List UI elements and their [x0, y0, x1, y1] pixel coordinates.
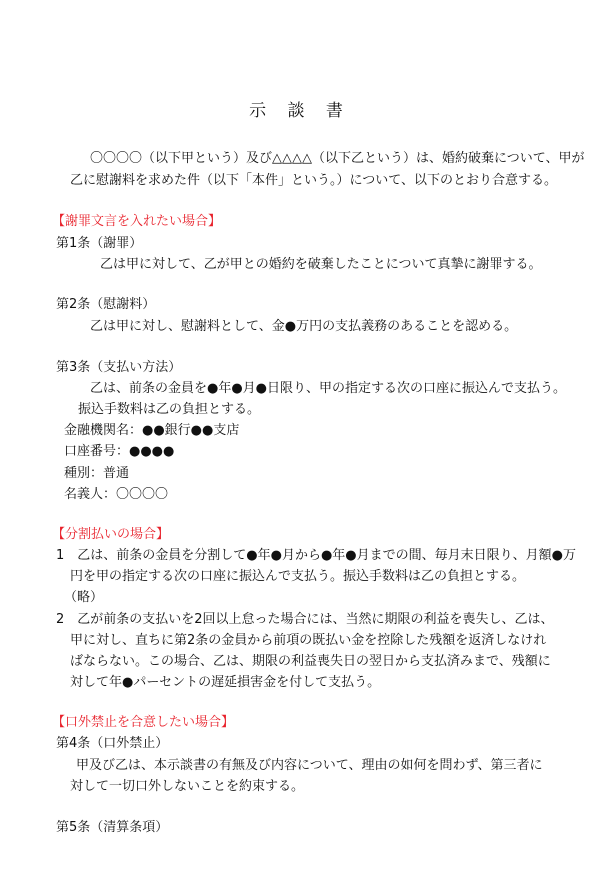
- confidential-note: 【口外禁止を合意したい場合】: [52, 715, 235, 730]
- article-4-body-1: 甲及び乙は、本示談書の有無及び内容について、理由の如何を問わず、第三者に: [76, 758, 543, 773]
- intro-line-2: 乙に慰謝料を求めた件（以下「本件」という。）について、以下のとおり合意する。: [70, 173, 557, 188]
- installment-item-2-line-1: 2 乙が前条の支払いを2回以上怠った場合には、当然に期限の利益を喪失し、乙は、: [56, 612, 554, 627]
- installment-item-2-line-3: ばならない。この場合、乙は、期限の利益喪失日の翌日から支払済みまで、残額に: [70, 654, 551, 669]
- installment-item-2-line-2: 甲に対し、直ちに第2条の金員から前項の既払い金を控除した残額を返済しなけれ: [70, 633, 547, 648]
- installment-item-2-line-4: 対して年●パーセントの遅延損害金を付して支払う。: [70, 675, 381, 690]
- article-1-body: 乙は甲に対して、乙が甲との婚約を破棄したことについて真摯に謝罪する。: [100, 257, 542, 272]
- article-4-heading: 第4条（口外禁止）: [56, 736, 169, 751]
- article-3-body-2: 振込手数料は乙の負担とする。: [78, 402, 261, 417]
- bank-name: 金融機関名：●●銀行●●支店: [64, 423, 240, 438]
- article-5-heading: 第5条（清算条項）: [56, 820, 169, 835]
- apology-note: 【謝罪文言を入れたい場合】: [52, 214, 222, 229]
- intro-line-1: 〇〇〇〇（以下甲という）及び△△△△（以下乙という）は、婚約破棄について、甲が: [90, 151, 585, 166]
- article-4-body-2: 対して一切口外しないことを約束する。: [70, 779, 305, 794]
- account-type: 種別：普通: [64, 466, 130, 481]
- installment-item-1-line-2: 円を甲の指定する次の口座に振込んで支払う。振込手数料は乙の負担とする。: [70, 569, 526, 584]
- article-2-body: 乙は甲に対し、慰謝料として、金●万円の支払義務のあることを認める。: [90, 319, 518, 334]
- installment-note: 【分割払いの場合】: [52, 527, 170, 542]
- account-number: 口座番号：●●●●: [64, 444, 175, 459]
- account-holder: 名義人：〇〇〇〇: [64, 487, 169, 502]
- article-2-heading: 第2条（慰謝料）: [56, 297, 156, 312]
- article-3-heading: 第3条（支払い方法）: [56, 360, 182, 375]
- installment-item-1-line-1: 1 乙は、前条の金員を分割して●年●月から●年●月までの間、毎月末日限り、月額●万: [56, 548, 576, 563]
- article-3-body-1: 乙は、前条の金員を●年●月●日限り、甲の指定する次の口座に振込んで支払う。: [90, 381, 567, 396]
- article-1-heading: 第1条（謝罪）: [56, 236, 143, 251]
- installment-item-1-abbr: （略）: [64, 590, 104, 605]
- document-title: 示 談 書: [249, 101, 351, 121]
